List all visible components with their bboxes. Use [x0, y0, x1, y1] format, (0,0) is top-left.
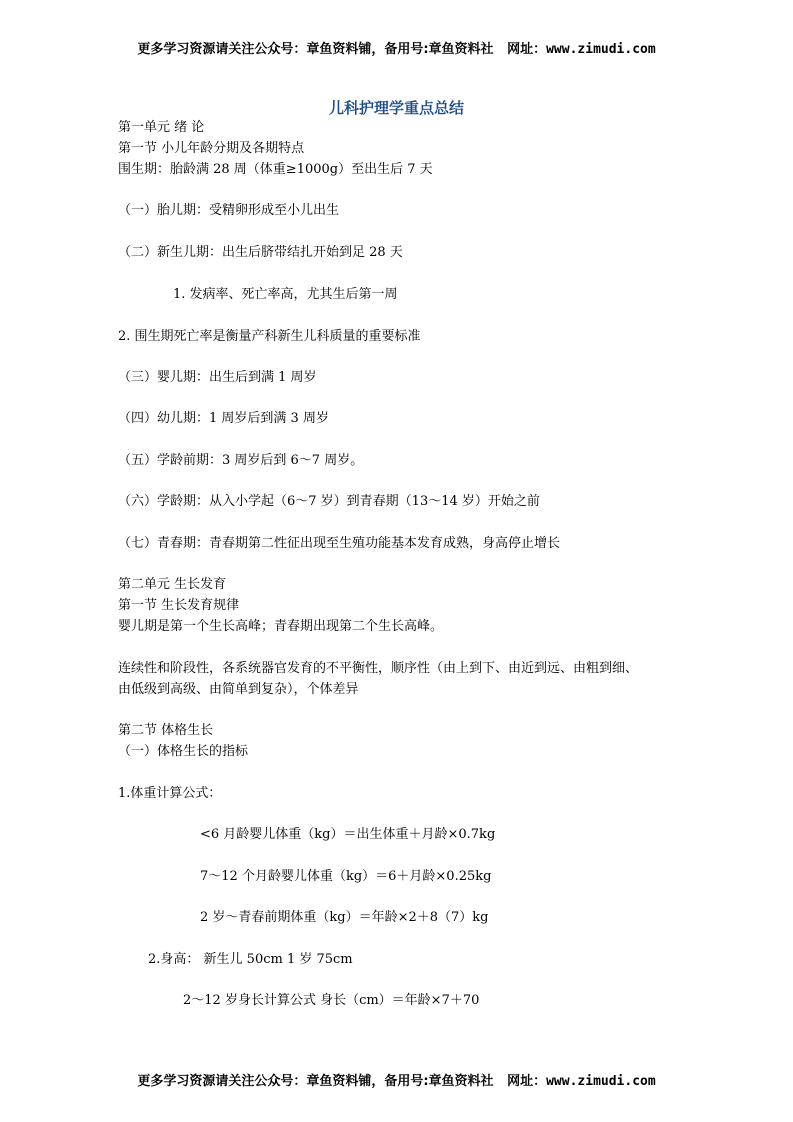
- sub-list-item: 1. 发病率、死亡率高，尤其生后第一周: [173, 287, 398, 302]
- footer-url-label: 网址：: [507, 1074, 547, 1089]
- footer-url-link[interactable]: www.zimudi.com: [546, 1074, 656, 1089]
- list-item: （六）学龄期：从入小学起（6～7 岁）到青春期（13～14 岁）开始之前: [118, 494, 540, 509]
- list-item: （一）体格生长的指标: [118, 744, 249, 759]
- text-line: 由低级到高级、由简单到复杂），个体差异: [118, 682, 359, 697]
- footer-banner-text: 更多学习资源请关注公众号：章鱼资料铺，备用号:章鱼资料社: [137, 1074, 494, 1089]
- header-url-label: 网址：: [507, 42, 547, 57]
- header-banner-text: 更多学习资源请关注公众号：章鱼资料铺，备用号:章鱼资料社: [137, 42, 494, 57]
- text-line: 婴儿期是第一个生长高峰；青春期出现第二个生长高峰。: [118, 619, 444, 634]
- unit-1-heading: 第一单元 绪 论: [118, 120, 205, 135]
- text-line: 围生期：胎龄满 28 周（体重≥1000g）至出生后 7 天: [118, 162, 433, 177]
- list-item: （一）胎儿期：受精卵形成至小儿出生: [118, 203, 340, 218]
- footer-banner: [0, 1070, 793, 1089]
- formula-line: 2～12 岁身长计算公式 身长（cm）＝年龄×7＋70: [183, 993, 480, 1008]
- list-item: （四）幼儿期：1 周岁后到满 3 周岁: [118, 411, 329, 426]
- header-url-link[interactable]: www.zimudi.com: [546, 42, 656, 57]
- document-title: 儿科护理学重点总结: [328, 99, 464, 117]
- list-item: （二）新生儿期：出生后脐带结扎开始到足 28 天: [118, 245, 403, 260]
- list-item: （三）婴儿期：出生后到满 1 周岁: [118, 370, 317, 385]
- list-item: （七）青春期：青春期第二性征出现至生殖功能基本发育成熟，身高停止增长: [118, 536, 561, 551]
- formula-line: <6 月龄婴儿体重（kg）＝出生体重＋月龄×0.7kg: [200, 827, 496, 842]
- text-line: 1.体重计算公式：: [118, 786, 222, 801]
- unit-2-heading: 第二单元 生长发育: [118, 577, 227, 592]
- section-heading: 第一节 生长发育规律: [118, 598, 240, 613]
- header-banner: [0, 38, 793, 57]
- formula-line: 7～12 个月龄婴儿体重（kg）＝6＋月龄×0.25kg: [200, 869, 492, 884]
- text-line: 2.身高： 新生儿 50cm 1 岁 75cm: [148, 952, 353, 967]
- text-line: 2. 围生期死亡率是衡量产科新生儿科质量的重要标准: [118, 329, 421, 344]
- list-item: （五）学龄前期：3 周岁后到 6～7 周岁。: [118, 453, 364, 468]
- text-line: 连续性和阶段性，各系统器官发育的不平衡性，顺序性（由上到下、由近到远、由粗到细、: [118, 661, 639, 676]
- section-heading: 第一节 小儿年龄分期及各期特点: [118, 141, 305, 156]
- formula-line: 2 岁～青春前期体重（kg）＝年龄×2＋8（7）kg: [200, 910, 489, 925]
- section-heading: 第二节 体格生长: [118, 723, 214, 738]
